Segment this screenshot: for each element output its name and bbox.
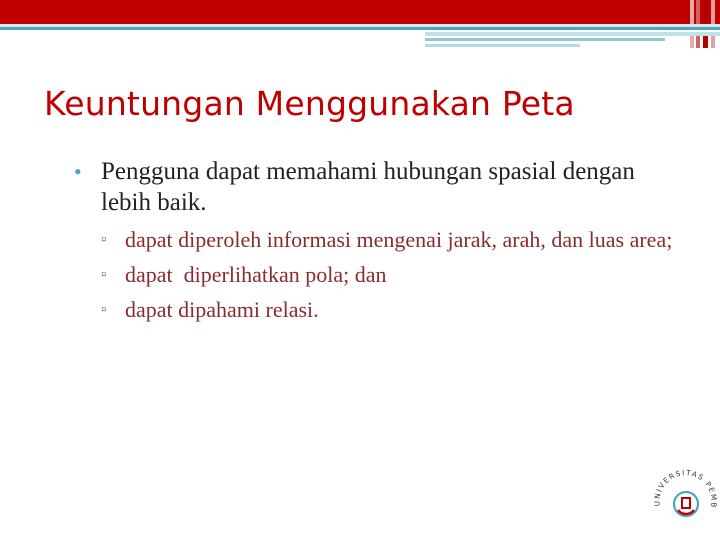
logo-text: UNIVERSITAS PEMB	[652, 468, 719, 510]
bullet-dot-icon: •	[74, 159, 82, 184]
square-bullet-icon: ▫	[101, 302, 107, 318]
top-bar	[0, 0, 720, 24]
sub-bullet-text: dapat dipahami relasi.	[125, 297, 319, 322]
bullet-item	[74, 156, 684, 218]
sub-bullet-text: dapat diperoleh informasi mengenai jarak, arah, dan luas area;	[125, 227, 673, 252]
square-bullet-icon: ▫	[101, 267, 107, 283]
sub-bullet-item	[101, 226, 684, 254]
sub-bullet-list	[74, 226, 684, 324]
bullet-text: Pengguna dapat memahami hubungan spasial dengan lebih baik.	[101, 158, 635, 216]
sub-bullet-item	[101, 261, 684, 289]
sub-bullet-item	[101, 296, 684, 324]
university-seal-icon	[650, 464, 720, 540]
header-accent-lines	[425, 32, 720, 50]
slide-title: Keuntungan Menggunakan Peta	[44, 84, 575, 123]
slide-body	[74, 156, 684, 331]
square-bullet-icon: ▫	[101, 232, 107, 248]
sub-bullet-text: dapat diperlihatkan pola; dan	[125, 262, 387, 287]
